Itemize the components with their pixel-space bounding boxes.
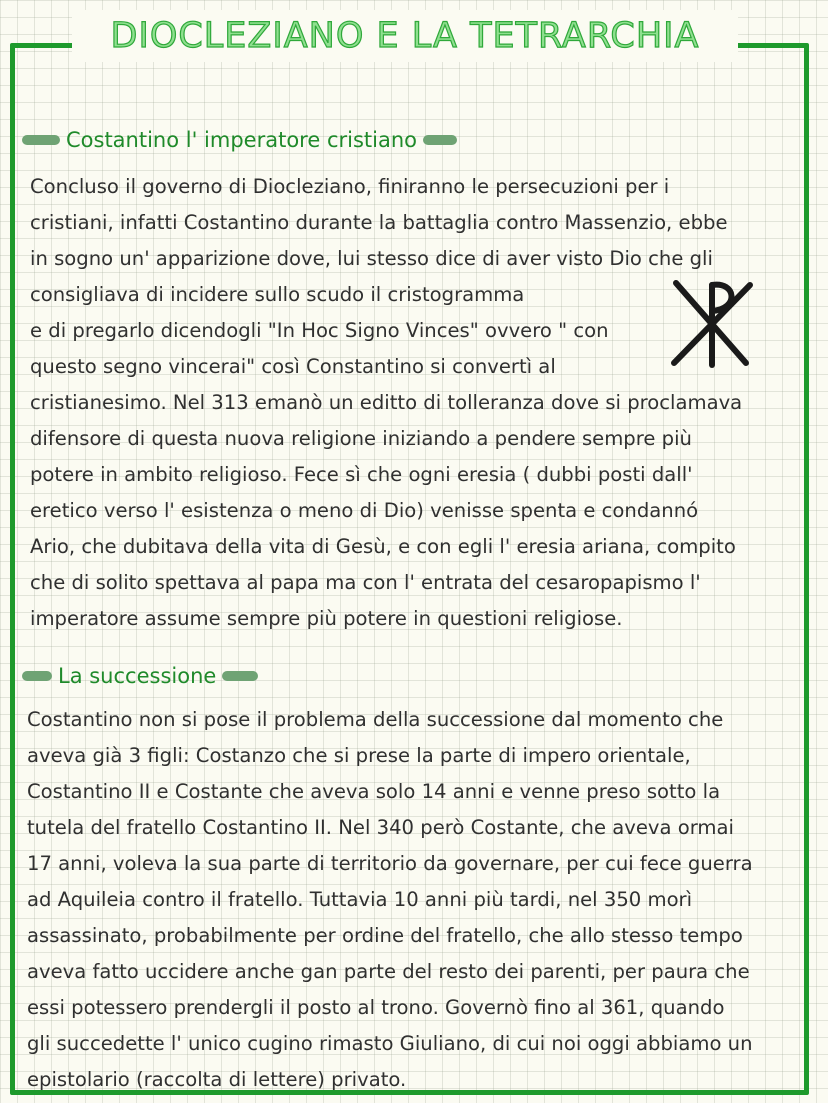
text-line: ad Aquileia contro il fratello. Tuttavia 10 anni più tardi, nel 350 morì: [27, 888, 693, 911]
section-heading-text: Costantino l' imperatore cristiano: [66, 128, 417, 152]
text-line: tutela del fratello Costantino II. Nel 340 però Costante, che aveva ormai: [27, 816, 734, 839]
text-line: assassinato, probabilmente per ordine del fratello, che allo stesso tempo: [27, 924, 743, 947]
text-line: aveva fatto uccidere anche gan parte del resto dei parenti, per paura che: [27, 960, 750, 983]
text-line: difensore di questa nuova religione iniziando a pendere sempre più: [30, 427, 692, 450]
text-line: consigliava di incidere sullo scudo il cristogramma: [30, 283, 525, 306]
chi-rho-icon: [666, 275, 762, 371]
section-heading-text: La successione: [58, 664, 217, 688]
text-line: Costantino II e Costante che aveva solo 14 anni e venne preso sotto la: [27, 780, 721, 803]
text-line: gli succedette l' unico cugino rimasto Giuliano, di cui noi oggi abbiamo un: [27, 1032, 753, 1055]
title-banner: [72, 10, 738, 62]
text-line: potere in ambito religioso. Fece sì che ogni eresia ( dubbi posti dall': [30, 463, 693, 486]
text-line: eretico verso l' esistenza o meno di Dio) venisse spenta e condannó: [30, 499, 699, 522]
paragraph-constantine: [30, 169, 805, 637]
text-line: che di solito spettava al papa ma con l' entrata del cesaropapismo l': [30, 571, 701, 594]
text-line: e di pregarlo dicendogli "In Hoc Signo Vinces" ovvero " con: [30, 319, 609, 342]
paragraph-succession: [27, 702, 802, 1098]
text-line: essi potessero prendergli il posto al trono. Governò fino al 361, quando: [27, 996, 725, 1019]
text-line: questo segno vincerai" così Constantino si convertì al: [30, 355, 556, 378]
section-heading-constantine: [22, 128, 457, 152]
text-line: Ario, che dubitava della vita di Gesù, e con egli l' eresia ariana, compito: [30, 535, 736, 558]
text-line: Concluso il governo di Diocleziano, finiranno le persecuzioni per i: [30, 175, 670, 198]
page-title: DIOCLEZIANO E LA TETRARCHIA: [110, 16, 700, 56]
text-line: in sogno un' apparizione dove, lui stesso dice di aver visto Dio che gli: [30, 247, 713, 270]
text-line: cristianesimo. Nel 313 emanò un editto di tolleranza dove si proclamava: [30, 391, 743, 414]
text-line: cristiani, infatti Costantino durante la battaglia contro Massenzio, ebbe: [30, 211, 728, 234]
section-heading-succession: [22, 664, 258, 688]
text-line: epistolario (raccolta di lettere) privato.: [27, 1068, 407, 1091]
text-line: 17 anni, voleva la sua parte di territorio da governare, per cui fece guerra: [27, 852, 753, 875]
heading-pill-left: [22, 671, 52, 681]
heading-pill-right: [423, 135, 457, 145]
text-line: Costantino non si pose il problema della successione dal momento che: [27, 708, 724, 731]
heading-pill-right: [222, 671, 258, 681]
text-line: aveva già 3 figli: Costanzo che si prese la parte di impero orientale,: [27, 744, 691, 767]
text-line: imperatore assume sempre più potere in questioni religiose.: [30, 607, 623, 630]
heading-pill-left: [22, 135, 60, 145]
